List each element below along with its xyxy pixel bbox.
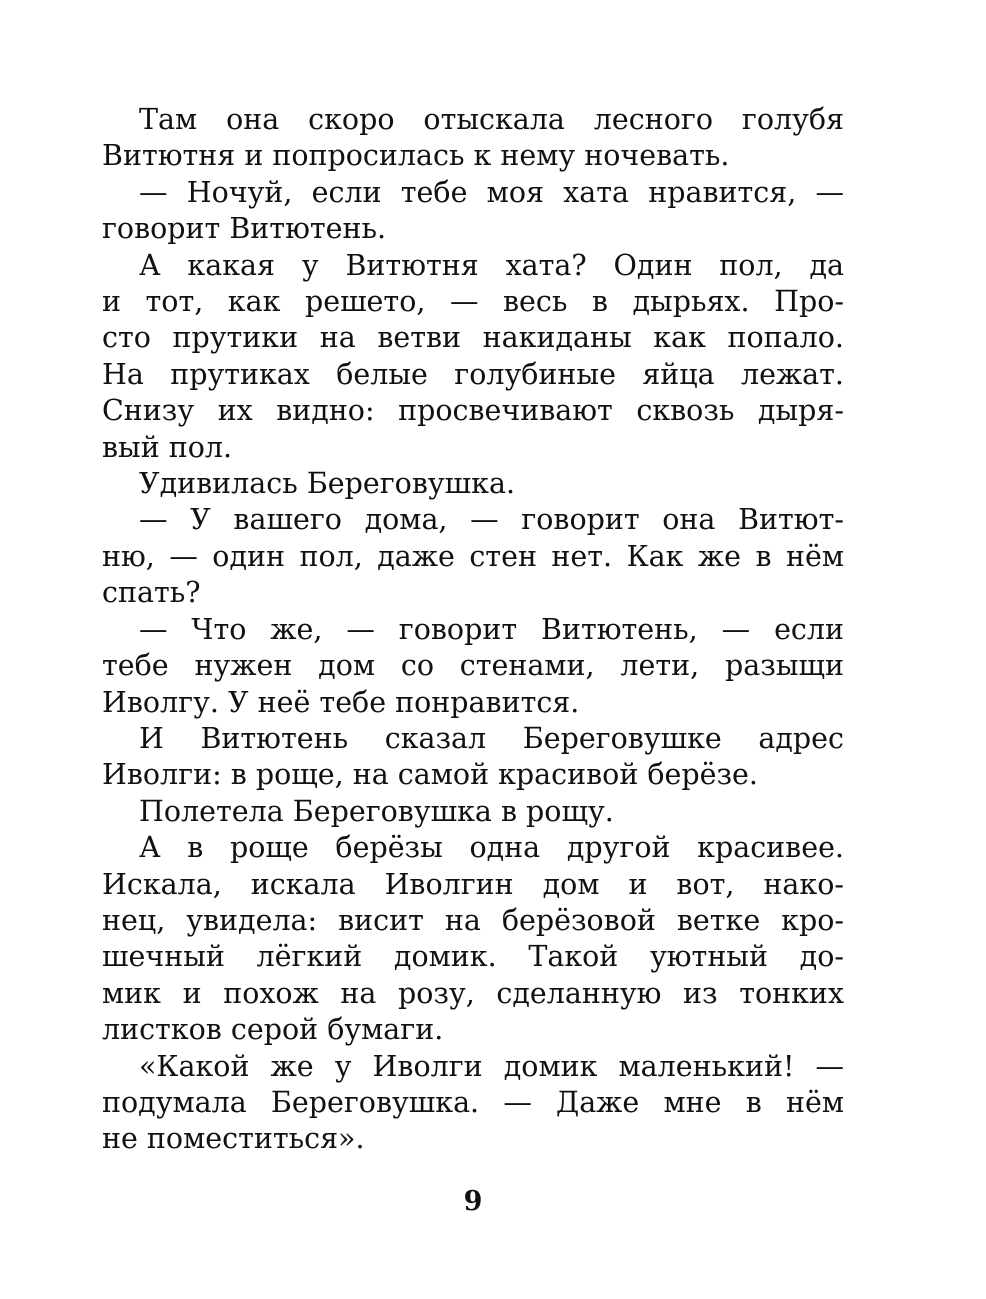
paragraph — [102, 612, 844, 721]
text-line: Полетела Береговушка в рощу. — [139, 794, 614, 828]
text-line: шечный лёгкий домик. Такой уютный до- — [102, 940, 844, 974]
story-text — [102, 102, 844, 1158]
paragraph — [102, 466, 844, 502]
text-line: спать? — [102, 576, 201, 610]
text-line: вый пол. — [102, 430, 233, 464]
text-line: Искала, искала Иволгин дом и вот, нако- — [102, 867, 844, 901]
text-line: — Ночуй, если тебе моя хата нравится, — — [139, 175, 844, 209]
paragraph — [102, 248, 844, 466]
text-line: А в роще берёзы одна другой красивее. — [139, 831, 844, 865]
text-line: Удивилась Береговушка. — [139, 467, 515, 501]
paragraph — [102, 175, 844, 248]
text-line: не поместиться». — [102, 1122, 365, 1156]
text-line: На прутиках белые голубиные яйца лежат. — [102, 357, 844, 391]
text-line: Там она скоро отыскала лесного голубя — [139, 103, 844, 136]
paragraph — [102, 502, 844, 611]
page-number: 9 — [463, 1186, 483, 1217]
text-line: — Что же, — говорит Витютень, — если — [139, 612, 844, 646]
paragraph — [102, 102, 844, 175]
text-line: Снизу их видно: просвечивают сквозь дыря- — [102, 394, 844, 428]
text-line: листков серой бумаги. — [102, 1013, 444, 1047]
text-line: И Витютень сказал Береговушке адрес — [139, 721, 844, 755]
text-line: — У вашего дома, — говорит она Витют- — [139, 503, 844, 537]
text-line: и тот, как решето, — весь в дырьях. Про- — [102, 285, 844, 319]
text-line: Иволги: в роще, на самой красивой берёзе. — [102, 758, 758, 792]
text-line: тебе нужен дом со стенами, лети, разыщи — [102, 649, 844, 683]
paragraph — [102, 1049, 844, 1158]
paragraph — [102, 830, 844, 1048]
text-line: говорит Витютень. — [102, 212, 387, 246]
paragraph — [102, 721, 844, 794]
text-line: сто прутики на ветви накиданы как попало. — [102, 321, 844, 355]
text-line: А какая у Витютня хата? Один пол, да — [139, 248, 844, 282]
text-line: нец, увидела: висит на берёзовой ветке кро- — [102, 903, 844, 937]
text-line: мик и похож на розу, сделанную из тонких — [102, 976, 844, 1010]
text-line: ню, — один пол, даже стен нет. Как же в нём — [102, 539, 844, 573]
text-line: подумала Береговушка. — Даже мне в нём — [102, 1085, 844, 1119]
text-line: Иволгу. У неё тебе понравится. — [102, 685, 580, 719]
paragraph — [102, 794, 844, 830]
text-line: «Какой же у Иволги домик маленький! — — [139, 1049, 844, 1083]
text-line: Витютня и попросилась к нему ночевать. — [102, 139, 730, 173]
